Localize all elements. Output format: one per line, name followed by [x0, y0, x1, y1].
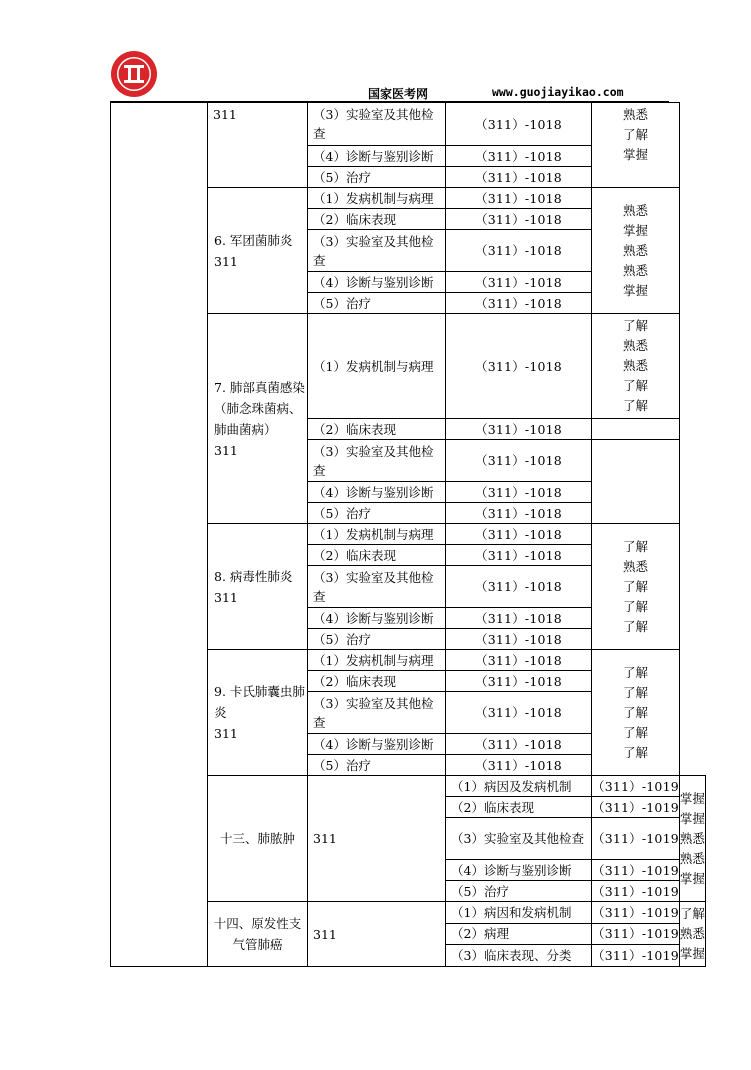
subtopic-cell: （4）诊断与鉴别诊断: [446, 860, 592, 881]
section-cell: 十四、原发性支气管肺癌: [208, 902, 308, 967]
level-cell: [592, 314, 680, 419]
section-cell-continued: [111, 103, 208, 967]
subtopic-cell: （3）实验室及其他检查: [308, 230, 446, 272]
level-text: 掌握: [622, 222, 648, 238]
level-text: 掌握: [622, 282, 648, 298]
subtopic-cell: （2）临床表现: [308, 545, 446, 566]
code-cell: （311）-1018: [446, 230, 592, 272]
topic-cell: 311: [308, 776, 446, 902]
code-cell: （311）-1018: [446, 692, 592, 734]
subtopic-cell: （3）实验室及其他检查: [308, 440, 446, 482]
code-cell: （311）-1018: [446, 167, 592, 188]
level-text: 熟悉: [622, 107, 648, 122]
subtopic-cell: （1）发病机制与病理: [308, 188, 446, 209]
subtopic-cell: （4）诊断与鉴别诊断: [308, 482, 446, 503]
code-cell: （311）-1018: [446, 314, 592, 419]
code-cell: （311）-1018: [446, 272, 592, 293]
topic-code: 311: [214, 253, 238, 269]
level-text: 掌握: [679, 790, 705, 806]
level-text: 了解: [622, 578, 648, 594]
code-cell: （311）-1019: [592, 818, 680, 860]
level-text: 熟悉: [622, 358, 648, 373]
subtopic-cell: （1）病因及发病机制: [446, 776, 592, 797]
subtopic-cell: （4）诊断与鉴别诊断: [308, 608, 446, 629]
topic-title: 6. 军团菌肺炎: [214, 232, 293, 248]
code-cell: （311）-1018: [446, 524, 592, 545]
level-text: 了解: [622, 598, 648, 614]
subtopic-cell: （2）临床表现: [308, 209, 446, 230]
subtopic-cell: （3）实验室及其他检查: [308, 692, 446, 734]
code-cell: （311）-1018: [446, 188, 592, 209]
topic-title: 7. 肺部真菌感染（肺念珠菌病、肺曲菌病）: [214, 379, 305, 437]
subtopic-cell: （5）治疗: [446, 881, 592, 902]
code-cell: （311）-1018: [446, 293, 592, 314]
code-cell: （311）-1018: [446, 755, 592, 776]
level-text: 掌握: [622, 147, 648, 162]
subtopic-cell: （5）治疗: [308, 293, 446, 314]
subtopic-cell: （4）诊断与鉴别诊断: [308, 734, 446, 755]
code-cell: （311）-1018: [446, 566, 592, 608]
topic-cell: [208, 314, 308, 524]
subtopic-cell: （2）临床表现: [446, 797, 592, 818]
syllabus-table: [110, 102, 706, 967]
code-cell: （311）-1019: [592, 945, 680, 967]
level-cell-empty: [592, 419, 680, 440]
subtopic-cell: （1）发病机制与病理: [308, 314, 446, 419]
level-text: 熟悉: [679, 850, 705, 866]
level-text: 了解: [622, 744, 648, 760]
level-text: 了解: [622, 318, 648, 333]
level-text: 熟悉: [622, 558, 648, 574]
topic-code: 311: [214, 442, 238, 458]
subtopic-cell: （3）实验室及其他检查: [308, 103, 446, 146]
code-cell: （311）-1018: [446, 209, 592, 230]
subtopic-cell: （1）发病机制与病理: [308, 650, 446, 671]
code-cell: （311）-1019: [592, 860, 680, 881]
level-cell-empty: [592, 440, 680, 524]
level-text: 熟悉: [622, 202, 648, 218]
level-text: 掌握: [679, 870, 705, 886]
subtopic-cell: （4）诊断与鉴别诊断: [308, 272, 446, 293]
code-cell: （311）-1018: [446, 419, 592, 440]
level-text: 了解: [622, 398, 648, 413]
code-cell: （311）-1019: [592, 923, 680, 945]
code-cell: （311）-1019: [592, 881, 680, 902]
code-cell: （311）-1018: [446, 482, 592, 503]
level-cell: [679, 902, 705, 967]
table-row: [111, 103, 706, 146]
code-cell: （311）-1018: [446, 103, 592, 146]
subtopic-cell: （2）病理: [446, 923, 592, 945]
level-cell: [592, 103, 680, 188]
code-cell: （311）-1018: [446, 734, 592, 755]
level-cell: [592, 650, 680, 776]
subtopic-cell: （5）治疗: [308, 167, 446, 188]
level-text: 了解: [622, 704, 648, 720]
code-cell: （311）-1019: [592, 776, 680, 797]
code-cell: （311）-1018: [446, 545, 592, 566]
code-cell: （311）-1018: [446, 629, 592, 650]
level-text: 了解: [622, 684, 648, 700]
level-text: 了解: [622, 724, 648, 740]
subtopic-cell: （5）治疗: [308, 503, 446, 524]
site-name: 国家医考网: [368, 87, 429, 101]
level-text: 了解: [622, 378, 648, 393]
level-text: 掌握: [679, 946, 705, 961]
subtopic-cell: （4）诊断与鉴别诊断: [308, 146, 446, 167]
code-cell: （311）-1019: [592, 902, 680, 924]
topic-cell: [208, 524, 308, 650]
level-text: 熟悉: [679, 926, 705, 941]
topic-title: 9. 卡氏肺囊虫肺炎: [214, 684, 305, 720]
level-cell: [679, 776, 705, 902]
subtopic-cell: （1）病因和发病机制: [446, 902, 592, 924]
subtopic-cell: （2）临床表现: [308, 671, 446, 692]
topic-code: 311: [214, 589, 238, 605]
subtopic-cell: （5）治疗: [308, 629, 446, 650]
code-cell: （311）-1019: [592, 797, 680, 818]
topic-cell: 311: [208, 103, 308, 188]
topic-cell: 311: [308, 902, 446, 967]
level-text: 了解: [679, 906, 705, 921]
level-text: 掌握: [679, 810, 705, 826]
subtopic-cell: （3）实验室及其他检查: [446, 818, 592, 860]
level-text: 熟悉: [622, 262, 648, 278]
subtopic-cell: （5）治疗: [308, 755, 446, 776]
site-url[interactable]: www.guojiayikao.com: [492, 85, 624, 99]
level-cell: [592, 524, 680, 650]
code-cell: （311）-1018: [446, 671, 592, 692]
level-text: 熟悉: [679, 830, 705, 846]
level-text: 熟悉: [622, 242, 648, 258]
code-cell: （311）-1018: [446, 440, 592, 482]
subtopic-cell: （3）临床表现、分类: [446, 945, 592, 967]
topic-cell: [208, 188, 308, 314]
level-text: 了解: [622, 538, 648, 554]
code-cell: （311）-1018: [446, 650, 592, 671]
level-text: 了解: [622, 664, 648, 680]
topic-title: 8. 病毒性肺炎: [214, 568, 293, 584]
code-cell: （311）-1018: [446, 503, 592, 524]
subtopic-cell: （3）实验室及其他检查: [308, 566, 446, 608]
logo-emblem: [110, 50, 158, 98]
subtopic-cell: （2）临床表现: [308, 419, 446, 440]
level-text: 了解: [622, 618, 648, 634]
section-cell: 十三、肺脓肿: [208, 776, 308, 902]
subtopic-cell: （1）发病机制与病理: [308, 524, 446, 545]
code-cell: （311）-1018: [446, 146, 592, 167]
level-text: 熟悉: [622, 338, 648, 353]
topic-cell: [208, 650, 308, 776]
level-cell: [592, 188, 680, 314]
topic-code: 311: [214, 726, 238, 741]
code-cell: （311）-1018: [446, 608, 592, 629]
level-text: 了解: [622, 127, 648, 142]
